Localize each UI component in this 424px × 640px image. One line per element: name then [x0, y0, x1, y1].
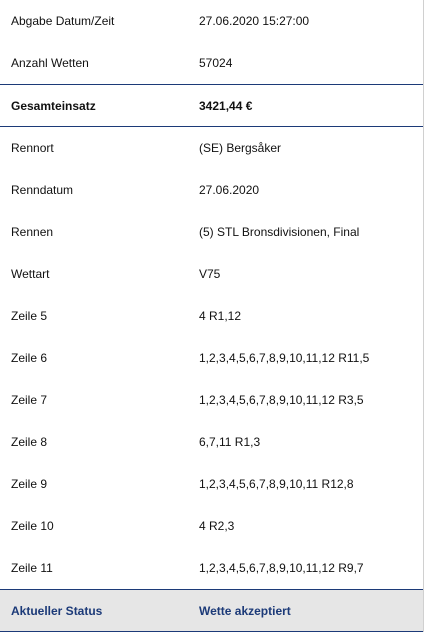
row-label: Zeile 6 [11, 351, 48, 365]
row-label: Renndatum [11, 183, 74, 197]
row-value: 1,2,3,4,5,6,7,8,9,10,11 R12,8 [199, 477, 354, 491]
row-value: 57024 [199, 56, 233, 70]
row-label: Zeile 5 [11, 309, 48, 323]
row-zeile-5 [0, 295, 423, 337]
row-value: 4 R1,12 [199, 309, 242, 323]
total-value: 3421,44 € [199, 98, 253, 113]
row-label: Rennen [11, 225, 54, 239]
row-wettart [0, 253, 423, 295]
row-label: Zeile 9 [11, 477, 48, 491]
row-zeile-11 [0, 547, 423, 589]
total-label: Gesamteinsatz [11, 98, 96, 113]
row-label: Wettart [11, 267, 50, 281]
row-aktueller-status [0, 589, 423, 632]
row-value: (5) STL Bronsdivisionen, Final [199, 225, 360, 239]
row-renndatum [0, 169, 423, 211]
row-zeile-7 [0, 379, 423, 421]
status-label: Aktueller Status [11, 603, 103, 618]
row-zeile-8 [0, 421, 423, 463]
row-value: V75 [199, 267, 221, 281]
row-label: Rennort [11, 141, 54, 155]
row-value: 1,2,3,4,5,6,7,8,9,10,11,12 R9,7 [199, 561, 364, 575]
row-label: Zeile 11 [11, 561, 53, 575]
row-value: 27.06.2020 15:27:00 [199, 14, 310, 28]
row-anzahl-wetten [0, 42, 423, 84]
row-label: Zeile 7 [11, 393, 48, 407]
row-zeile-6 [0, 337, 423, 379]
row-zeile-9 [0, 463, 423, 505]
status-value: Wette akzeptiert [199, 603, 291, 618]
row-value: 1,2,3,4,5,6,7,8,9,10,11,12 R3,5 [199, 393, 364, 407]
row-label: Abgabe Datum/Zeit [11, 14, 115, 28]
row-abgabe-datum-zeit [0, 0, 423, 42]
row-value: 27.06.2020 [199, 183, 260, 197]
row-label: Zeile 8 [11, 435, 48, 449]
row-rennen [0, 211, 423, 253]
row-value: 6,7,11 R1,3 [199, 435, 261, 449]
row-rennort [0, 127, 423, 169]
row-zeile-10 [0, 505, 423, 547]
row-label: Zeile 10 [11, 519, 54, 533]
row-gesamteinsatz [0, 84, 423, 127]
row-value: 4 R2,3 [199, 519, 235, 533]
row-value: (SE) Bergsåker [199, 141, 282, 155]
row-label: Anzahl Wetten [11, 56, 89, 70]
row-value: 1,2,3,4,5,6,7,8,9,10,11,12 R11,5 [199, 351, 370, 365]
